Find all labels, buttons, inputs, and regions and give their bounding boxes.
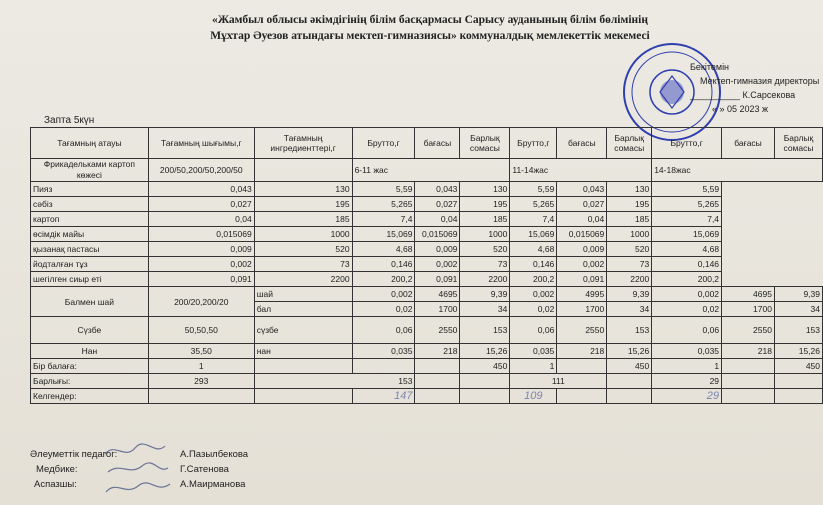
ingredient: қызанақ пастасы	[31, 242, 149, 257]
row-label: Бір балаға:	[31, 359, 149, 374]
cell: 0,015069	[148, 227, 254, 242]
cell: 0,002	[148, 257, 254, 272]
cell: 5,59	[652, 182, 722, 197]
cell: 0,091	[415, 272, 460, 287]
age-group: 6-11 жас	[352, 159, 510, 182]
cell: 7,4	[352, 212, 415, 227]
table-row	[31, 344, 823, 359]
col-header: бағасы	[557, 128, 607, 159]
cell: 0,002	[415, 257, 460, 272]
ingredient: сәбіз	[31, 197, 149, 212]
cell: 2550	[415, 317, 460, 344]
cell: 450	[607, 359, 652, 374]
cell: 0,002	[352, 287, 415, 302]
cell: 2200	[254, 272, 352, 287]
cell: 2200	[460, 272, 510, 287]
cell: 1700	[415, 302, 460, 317]
cell: 1000	[460, 227, 510, 242]
cell: 34	[607, 302, 652, 317]
cell: 0,06	[652, 317, 722, 344]
cell: 73	[607, 257, 652, 272]
cell: 0,009	[148, 242, 254, 257]
cell: 15,069	[510, 227, 557, 242]
cell: 2200	[607, 272, 652, 287]
social-pedagogue-label: Әлеуметтік педагог:	[30, 449, 118, 460]
cell: 9,39	[460, 287, 510, 302]
cell: 520	[607, 242, 652, 257]
cell: 0,06	[352, 317, 415, 344]
dish-yield: 50,50,50	[148, 317, 254, 344]
cell: 1700	[722, 302, 775, 317]
handwritten-value: 29	[652, 389, 722, 404]
approval-line-3: __________ К.Сарсекова	[690, 90, 796, 100]
ingredient: бал	[254, 302, 352, 317]
cell: 0,043	[148, 182, 254, 197]
cell: 111	[510, 374, 607, 389]
ingredient: сүзбе	[254, 317, 352, 344]
ingredient: шегілген сиыр еті	[31, 272, 149, 287]
cell: 5,265	[652, 197, 722, 212]
header-line-2: Мұхтар Әуезов атындағы мектеп-гимназиясы» коммуналдық мемлекеттік мекемесі	[210, 30, 650, 42]
cell: 218	[557, 344, 607, 359]
dish-yield: 35,50	[148, 344, 254, 359]
cell: 200,2	[352, 272, 415, 287]
cell: 0,009	[415, 242, 460, 257]
cell: 0,035	[510, 344, 557, 359]
cell: 1000	[254, 227, 352, 242]
cell: 4,68	[652, 242, 722, 257]
col-header: Тағамның атауы	[31, 128, 149, 159]
approval-line-1: Бекітемін	[690, 62, 730, 72]
cell: 9,39	[607, 287, 652, 302]
cell: 34	[774, 302, 822, 317]
menu-day: Запта 5күн	[44, 115, 95, 126]
age-group: 14-18жас	[652, 159, 823, 182]
cell: 1	[652, 359, 722, 374]
cell: 1700	[557, 302, 607, 317]
cell: 0,146	[352, 257, 415, 272]
cell: 7,4	[652, 212, 722, 227]
cell: 0,002	[652, 287, 722, 302]
cell: 200,2	[652, 272, 722, 287]
handwritten-value: 147	[352, 389, 415, 404]
cell: 15,069	[352, 227, 415, 242]
cell: 0,043	[557, 182, 607, 197]
dish-name: Фрикадельками картоп көжесі	[31, 159, 149, 182]
signatures-icon	[100, 440, 175, 502]
ingredient: шай	[254, 287, 352, 302]
table-header-row	[31, 128, 823, 159]
cell: 218	[415, 344, 460, 359]
cell: 34	[460, 302, 510, 317]
cell: 0,015069	[415, 227, 460, 242]
cell: 0,027	[415, 197, 460, 212]
cell: 0,015069	[557, 227, 607, 242]
cell: 195	[607, 197, 652, 212]
table-row	[31, 227, 823, 242]
cell: 4695	[415, 287, 460, 302]
cell: 5,59	[352, 182, 415, 197]
row-label: Келгендер:	[31, 389, 149, 404]
ingredient: Пияз	[31, 182, 149, 197]
ingredient: нан	[254, 344, 352, 359]
cell: 4695	[722, 287, 775, 302]
cook-label: Аспазшы:	[34, 479, 77, 490]
cell: 0,035	[652, 344, 722, 359]
cell: 130	[254, 182, 352, 197]
cell: 4,68	[510, 242, 557, 257]
dish1-rows	[31, 182, 823, 287]
cell: 185	[460, 212, 510, 227]
cell: 0,04	[557, 212, 607, 227]
dish-name: Балмен шай	[31, 287, 149, 317]
cell: 200,2	[510, 272, 557, 287]
cell: 185	[254, 212, 352, 227]
nurse-label: Медбике:	[36, 464, 78, 475]
dish-name: Нан	[31, 344, 149, 359]
age-group: 11-14жас	[510, 159, 652, 182]
ingredient: өсімдік майы	[31, 227, 149, 242]
col-header: Брутто,г	[352, 128, 415, 159]
cell: 0,02	[510, 302, 557, 317]
total-row	[31, 374, 823, 389]
cell: 153	[254, 374, 415, 389]
cook-name: А.Маирманова	[180, 479, 246, 490]
cell: 153	[774, 317, 822, 344]
table-row	[31, 287, 823, 302]
dish-name: Сүзбе	[31, 317, 149, 344]
cell: 0,02	[652, 302, 722, 317]
cell: 5,265	[352, 197, 415, 212]
menu-table	[30, 127, 823, 404]
col-header: Барлық сомасы	[460, 128, 510, 159]
cell: 1000	[607, 227, 652, 242]
table-row	[31, 272, 823, 287]
col-header: Барлық сомасы	[774, 128, 822, 159]
cell: 520	[460, 242, 510, 257]
col-header: Барлық сомасы	[607, 128, 652, 159]
cell: 15,069	[652, 227, 722, 242]
ingredient: картоп	[31, 212, 149, 227]
cell: 0,091	[557, 272, 607, 287]
cell: 9,39	[774, 287, 822, 302]
cell: 0,027	[557, 197, 607, 212]
cell: 0,035	[352, 344, 415, 359]
cell: 2550	[557, 317, 607, 344]
cell: 15,26	[460, 344, 510, 359]
cell: 5,59	[510, 182, 557, 197]
col-header: бағасы	[415, 128, 460, 159]
cell: 5,265	[510, 197, 557, 212]
cell: 7,4	[510, 212, 557, 227]
cell: 153	[460, 317, 510, 344]
cell: 0,04	[415, 212, 460, 227]
header-line-1: «Жамбыл облысы әкімдігінің білім басқармасы Сарысу ауданының білім бөлімінің	[212, 14, 648, 26]
age-group-row	[31, 159, 823, 182]
cell: 450	[774, 359, 822, 374]
row-label: Барлығы:	[31, 374, 149, 389]
table-row	[31, 317, 823, 344]
table-row	[31, 212, 823, 227]
nurse-name: Г.Сатенова	[180, 464, 229, 475]
cell: 15,26	[774, 344, 822, 359]
approval-line-4: « » 05 2023 ж	[712, 104, 769, 114]
cell: 195	[254, 197, 352, 212]
cell: 0,002	[510, 287, 557, 302]
cell: 0,04	[148, 212, 254, 227]
cell: 293	[148, 374, 254, 389]
cell: 0,043	[415, 182, 460, 197]
table-row	[31, 182, 823, 197]
table-row	[31, 242, 823, 257]
cell: 185	[607, 212, 652, 227]
cell: 29	[652, 374, 722, 389]
cell: 450	[460, 359, 510, 374]
cell: 2550	[722, 317, 775, 344]
cell: 0,06	[510, 317, 557, 344]
cell: 130	[460, 182, 510, 197]
cell: 195	[460, 197, 510, 212]
cell: 218	[722, 344, 775, 359]
cell: 153	[607, 317, 652, 344]
social-pedagogue-name: А.Пазылбекова	[180, 449, 249, 460]
cell: 0,146	[652, 257, 722, 272]
cell: 130	[607, 182, 652, 197]
per-child-row	[31, 359, 823, 374]
dish-yield: 200/50,200/50,200/50	[148, 159, 254, 182]
approval-line-2: Мектеп-гимназия директоры	[700, 76, 820, 86]
col-header: Брутто,г	[652, 128, 722, 159]
cell: 1	[148, 359, 254, 374]
cell: 0,091	[148, 272, 254, 287]
cell: 4995	[557, 287, 607, 302]
ingredient: йодталған тұз	[31, 257, 149, 272]
col-header: бағасы	[722, 128, 775, 159]
col-header: Тағамның ингредиенттері,г	[254, 128, 352, 159]
cell: 0,027	[148, 197, 254, 212]
table-row	[31, 197, 823, 212]
table-row	[31, 257, 823, 272]
came-row	[31, 389, 823, 404]
dish-yield: 200/20,200/20	[148, 287, 254, 317]
col-header: Тағамның шығымы,г	[148, 128, 254, 159]
cell: 0,009	[557, 242, 607, 257]
cell: 73	[460, 257, 510, 272]
handwritten-value: 109	[510, 389, 557, 404]
cell: 520	[254, 242, 352, 257]
cell: 0,02	[352, 302, 415, 317]
cell: 0,002	[557, 257, 607, 272]
cell: 0,146	[510, 257, 557, 272]
cell: 15,26	[607, 344, 652, 359]
cell: 4,68	[352, 242, 415, 257]
cell: 1	[510, 359, 557, 374]
col-header: Брутто,г	[510, 128, 557, 159]
cell: 73	[254, 257, 352, 272]
